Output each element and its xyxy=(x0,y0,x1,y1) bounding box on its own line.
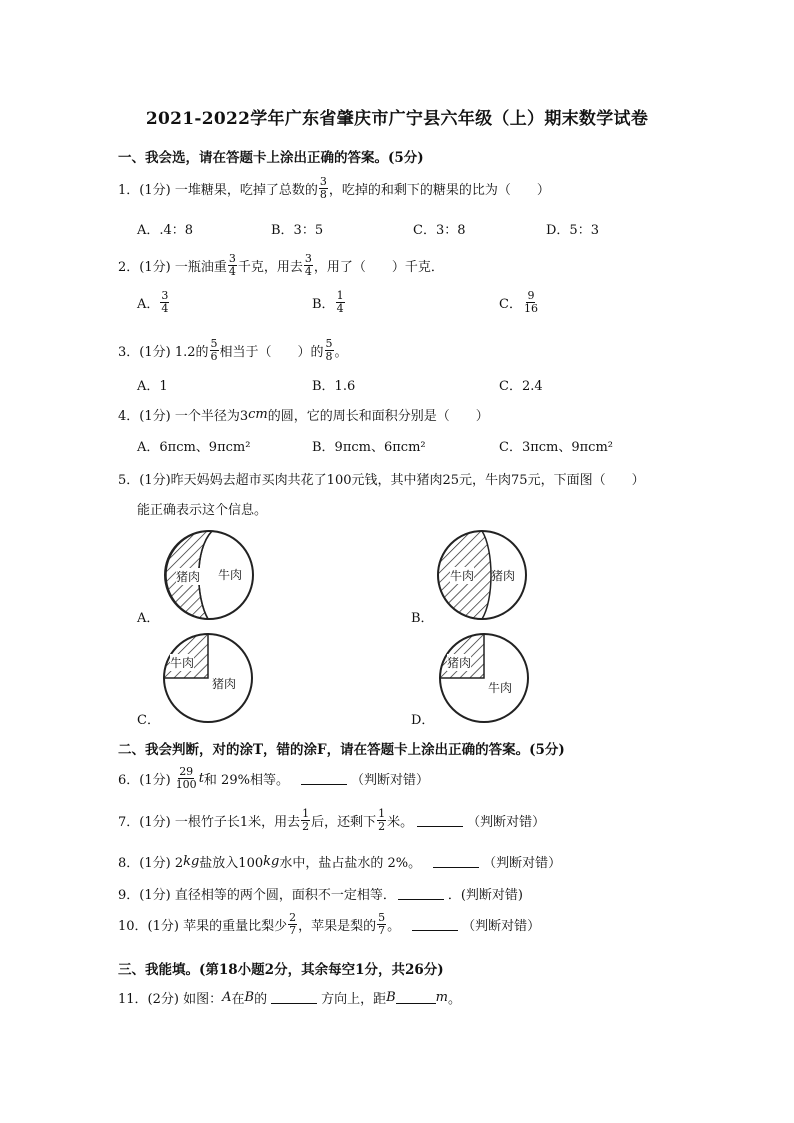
q2-fraction-2: $\frac{3}{4}$ xyxy=(304,252,312,278)
q1-text: 1．(1分) 一堆糖果，吃掉了总数的 xyxy=(118,183,318,198)
pie-b-pork-label: 猪肉 xyxy=(491,569,516,583)
q11-distance-blank[interactable] xyxy=(396,991,436,1004)
pie-d-beef-label: 牛肉 xyxy=(488,681,513,695)
q2-fraction-1: $\frac{3}{4}$ xyxy=(228,252,236,278)
q9-answer-blank[interactable] xyxy=(398,887,444,900)
q3-option-b[interactable]: B．1.6 xyxy=(312,379,356,394)
q10-answer-blank[interactable] xyxy=(412,918,458,931)
q1-text-end: ，吃掉的和剩下的糖果的比为（ ） xyxy=(328,183,550,198)
pie-option-d-label[interactable]: D． xyxy=(411,713,435,728)
q6-fraction: $\frac{29}{100}$ xyxy=(175,765,197,791)
q1-option-a[interactable]: A．.4：8 xyxy=(137,223,194,238)
q3-fraction-1: $\frac{5}{6}$ xyxy=(210,337,218,363)
q11-direction-blank[interactable] xyxy=(271,991,317,1004)
q8-answer-blank[interactable] xyxy=(433,855,479,868)
question-9: 9．(1分) 直径相等的两个圆，面积不一定相等． ．(判断对错) xyxy=(118,888,523,903)
q1-fraction: $\frac{3}{8}$ xyxy=(319,175,327,201)
q2-option-b[interactable]: B． $\frac{1}{4}$ xyxy=(312,289,344,315)
q4-option-a[interactable]: A．6πcm、9πcm² xyxy=(137,440,251,455)
question-2: 2．(1分) 一瓶油重 $\frac{3}{4}$ 千克，用去 $\frac{3}{4}$ ，用了（ ）千克． xyxy=(118,252,444,278)
question-6: 6．(1分) $\frac{29}{100}$ t 和 29%相等。 （判断对错） xyxy=(118,765,429,791)
q3-option-c[interactable]: C．2.4 xyxy=(499,379,543,394)
page-title: 2021-2022学年广东省肇庆市广宁县六年级（上）期末数学试卷 xyxy=(145,109,649,129)
pie-option-a-label[interactable]: A． xyxy=(137,611,160,626)
q7-answer-blank[interactable] xyxy=(417,814,463,827)
q2-option-a[interactable]: A． $\frac{3}{4}$ xyxy=(137,289,169,315)
question-8: 8．(1分) 2 kg 盐放入100 kg 水中，盐占盐水的 2%。 （判断对错） xyxy=(118,854,562,871)
section-3-heading: 三、我能填。(第18小题2分，其余每空1分，共26分) xyxy=(118,962,444,978)
pie-option-b-label[interactable]: B． xyxy=(411,611,434,626)
q4-option-c[interactable]: C．3πcm、9πcm² xyxy=(499,440,614,455)
pie-option-d[interactable] xyxy=(436,632,532,724)
pie-c-beef-label: 牛肉 xyxy=(170,656,195,670)
pie-b-beef-label: 牛肉 xyxy=(450,569,475,583)
question-5: 5．(1分)昨天妈妈去超市买肉共花了100元钱，其中猪肉25元，牛肉75元，下面图（ ） xyxy=(118,473,645,488)
q2-option-c[interactable]: C． $\frac{9}{16}$ xyxy=(499,289,538,315)
question-11: 11．(2分) 如图： A 在 B 的 方向上，距 B m 。 xyxy=(118,990,461,1007)
question-4: 4．(1分) 一个半径为3 cm 的圆，它的周长和面积分别是（ ） xyxy=(118,407,489,424)
section-1-heading: 一、我会选，请在答题卡上涂出正确的答案。(5分) xyxy=(118,150,424,166)
q3-fraction-2: $\frac{5}{8}$ xyxy=(325,337,333,363)
q6-answer-blank[interactable] xyxy=(301,772,347,785)
pie-a-beef-label: 牛肉 xyxy=(218,568,243,582)
q3-option-a[interactable]: A．1 xyxy=(137,379,168,394)
question-3: 3．(1分) 1.2的 $\frac{5}{6}$ 相当于（ ）的 $\frac{5}{8}$ 。 xyxy=(118,337,348,363)
q1-option-d[interactable]: D．5：3 xyxy=(546,223,599,238)
question-1 xyxy=(118,176,550,201)
pie-a-pork-label: 猪肉 xyxy=(176,570,201,584)
question-7: 7．(1分) 一根竹子长1米，用去 $\frac{1}{2}$ 后，还剩下 $\frac{1}{2}$ 米。 （判断对错） xyxy=(118,807,546,833)
q1-option-c[interactable]: C．3：8 xyxy=(413,223,466,238)
section-2-heading: 二、我会判断，对的涂T，错的涂F，请在答题卡上涂出正确的答案。(5分) xyxy=(118,742,565,758)
pie-option-c-label[interactable]: C． xyxy=(137,713,160,728)
q1-option-b[interactable]: B．3：5 xyxy=(271,223,324,238)
q4-option-b[interactable]: B．9πcm、6πcm² xyxy=(312,440,426,455)
pie-option-c[interactable] xyxy=(160,632,256,724)
question-10: 10．(1分) 苹果的重量比梨少 $\frac{2}{7}$ ，苹果是梨的 $\frac{5}{7}$ 。 （判断对错） xyxy=(118,911,541,937)
pie-option-b[interactable] xyxy=(434,528,530,622)
pie-d-pork-label: 猪肉 xyxy=(447,656,472,670)
question-5-cont: 能正确表示这个信息。 xyxy=(137,503,268,518)
pie-c-pork-label: 猪肉 xyxy=(212,677,237,691)
